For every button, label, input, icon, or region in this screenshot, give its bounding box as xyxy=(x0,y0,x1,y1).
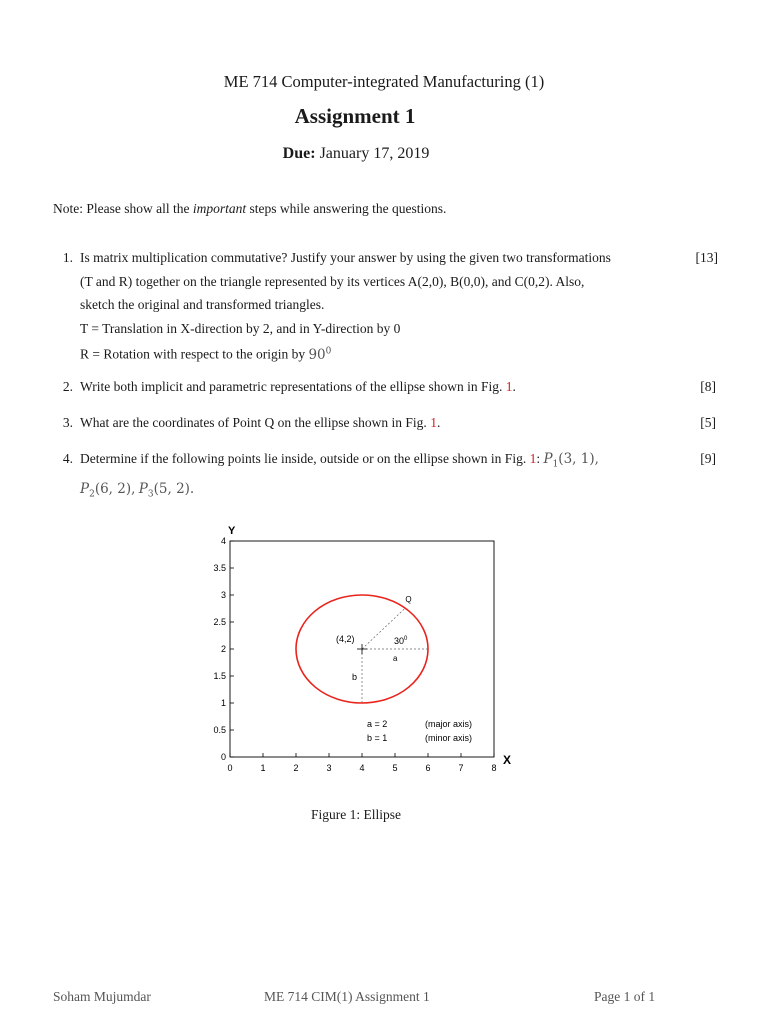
rotation-text: R = Rotation with respect to the origin by xyxy=(80,346,306,362)
figure-ref-link[interactable]: 1 xyxy=(430,415,437,430)
ellipse-plot xyxy=(180,516,536,790)
b-equation: b = 1 xyxy=(367,733,388,743)
note-suffix: steps while answering the questions. xyxy=(249,201,447,216)
major-axis-label: (major axis) xyxy=(425,719,473,729)
question-text: Determine if the following points lie inside, outside or on the ellipse shown in Fig. xyxy=(80,451,527,466)
y-tick-label: 3 xyxy=(220,590,226,600)
course-title: ME 714 Computer-integrated Manufacturing (1) xyxy=(223,72,545,91)
question-line: T = Translation in X-direction by 2, and in Y-direction by 0 xyxy=(80,320,401,336)
rotation-angle: $90^0$ xyxy=(308,346,332,363)
point-p2: $P_2(6$, 2), xyxy=(80,481,136,500)
question-line: (T and R) together on the triangle represented by its vertices A(2,0), B(0,0), and C(0,2). Also, xyxy=(80,273,585,289)
footer-page: Page 1 of 1 xyxy=(594,989,656,1004)
x-axis-label: X xyxy=(503,753,512,767)
a-equation: a = 2 xyxy=(367,719,388,729)
question-marks: [5] xyxy=(700,415,716,430)
question-4 xyxy=(53,447,718,500)
due-label: Due: xyxy=(282,145,316,162)
x-tick-label: 5 xyxy=(392,763,398,773)
y-tick-label: 4 xyxy=(220,536,226,546)
y-tick-label: 2 xyxy=(220,644,226,654)
q-label: Q xyxy=(405,594,412,604)
question-marks: [8] xyxy=(700,379,716,394)
question-line: Determine if the following points lie inside, outside or on the ellipse shown in Fig. 1: $P_1(3$, 1), xyxy=(80,451,599,470)
a-label: a xyxy=(393,654,398,663)
y-tick-label: 1 xyxy=(220,698,226,708)
note-emphasis: important xyxy=(192,201,247,216)
x-tick-label: 0 xyxy=(227,763,233,773)
question-number: 3. xyxy=(62,415,73,430)
x-tick-label: 1 xyxy=(260,763,266,773)
question-end: . xyxy=(436,415,441,430)
question-line xyxy=(80,340,690,367)
question-line: Is matrix multiplication commutative? Justify your answer by using the given two transformations xyxy=(80,250,611,265)
point-p1: $P_1(3$, 1), xyxy=(543,451,599,470)
y-tick-label: 3.5 xyxy=(213,563,226,573)
question-line: sketch the original and transformed triangles. xyxy=(80,297,325,312)
question-number: 2. xyxy=(62,379,73,394)
due-line xyxy=(0,145,712,163)
question-text: Write both implicit and parametric representations of the ellipse shown in Fig. xyxy=(80,379,503,394)
footer-author: Soham Mujumdar xyxy=(53,989,151,1004)
x-tick-label: 3 xyxy=(326,763,332,773)
assignment-title: Assignment 1 xyxy=(294,104,416,128)
y-tick-label: 0.5 xyxy=(213,725,226,735)
y-tick-label: 2.5 xyxy=(213,617,226,627)
question-marks: [13] xyxy=(695,250,718,265)
y-tick-label: 1.5 xyxy=(213,671,226,681)
minor-axis-label: (minor axis) xyxy=(425,733,473,743)
note xyxy=(53,201,446,217)
y-tick-label: 0 xyxy=(220,752,226,762)
b-label: b xyxy=(352,672,358,682)
question-line xyxy=(80,477,700,507)
center-label: (4,2) xyxy=(336,634,355,644)
x-tick-label: 2 xyxy=(293,763,299,773)
question-marks: [9] xyxy=(700,451,716,466)
figure-ref-link[interactable]: 1 xyxy=(505,379,513,394)
due-date: January 17, 2019 xyxy=(319,145,430,162)
question-3 xyxy=(53,411,718,435)
figure-caption: Figure 1: Ellipse xyxy=(311,807,401,822)
note-prefix: Note: Please show all the xyxy=(53,201,190,216)
figure-ref-link[interactable]: 1 xyxy=(529,451,537,466)
x-tick-label: 6 xyxy=(425,763,431,773)
y-axis-label: Y xyxy=(228,525,236,537)
x-tick-label: 7 xyxy=(458,763,464,773)
angle-label: $30^0$ xyxy=(394,636,408,646)
x-tick-label: 4 xyxy=(359,763,365,773)
question-number: 4. xyxy=(62,451,73,466)
question-text: What are the coordinates of Point Q on the ellipse shown in Fig. xyxy=(80,415,427,430)
question-number: 1. xyxy=(62,250,73,265)
x-tick-label: 8 xyxy=(491,763,497,773)
question-2 xyxy=(53,375,718,399)
question-1 xyxy=(53,246,718,366)
ellipse-figure xyxy=(180,516,536,790)
question-end: . xyxy=(512,379,516,394)
footer-document: ME 714 CIM(1) Assignment 1 xyxy=(264,989,430,1004)
point-p3: $P_3(5$, 2). xyxy=(138,481,195,500)
